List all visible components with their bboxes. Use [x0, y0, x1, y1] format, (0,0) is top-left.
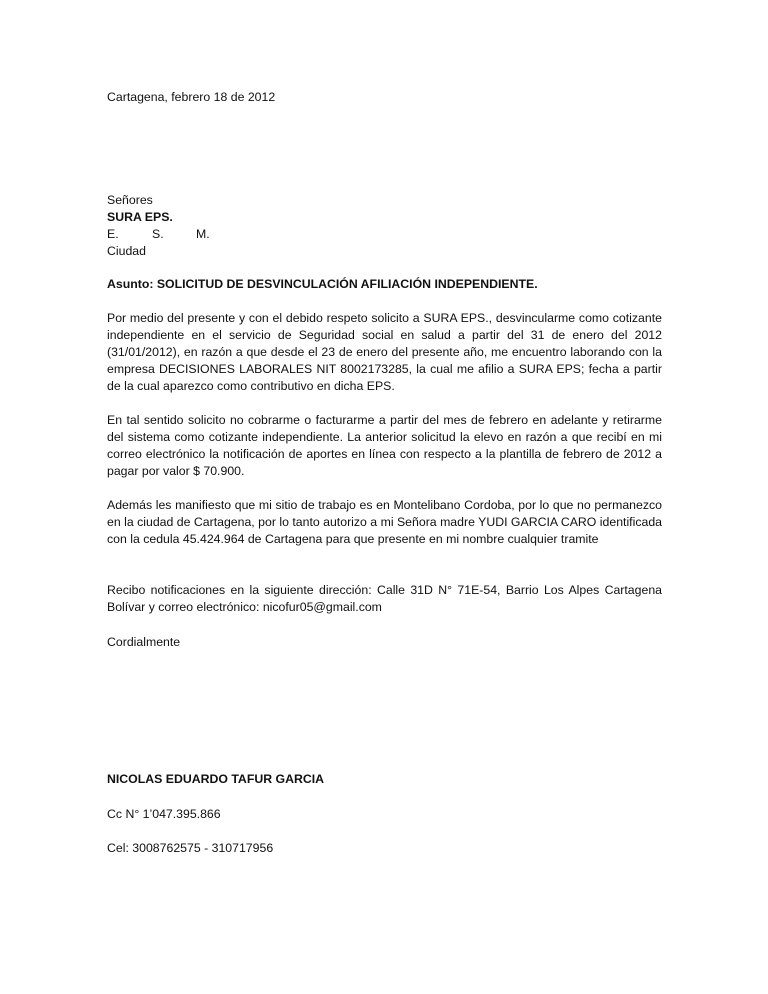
paragraph-3: Además les manifiesto que mi sitio de trabajo es en Montelibano Cordoba, por lo que no permanezco en la ciudad de Cartagena, por lo tanto autorizo a mi Señora madre YUDI GARCIA CARO identificada con la cedula 45.424.964 de Cartagena para que presente en mi nombre cualquier tramite — [107, 498, 662, 546]
recipient-salutation: Señores — [107, 193, 153, 207]
recipient-esm — [107, 226, 662, 243]
closing-text: Cordialmente — [107, 635, 181, 649]
signature-phone-text: Cel: 3008762575 - 310717956 — [107, 841, 274, 855]
esm-m: M. — [196, 227, 210, 241]
esm-s: S. — [152, 227, 164, 241]
signature-name — [107, 771, 662, 788]
subject-line — [107, 276, 662, 293]
paragraph-4: Recibo notificaciones en la siguiente dirección: Calle 31D N° 71E-54, Barrio Los Alpes Cartagena Bolívar y correo electrónico: nicofur05@gmail.com — [107, 583, 662, 614]
date-text: Cartagena, febrero 18 de 2012 — [107, 90, 276, 104]
recipient-city: Ciudad — [107, 244, 146, 258]
recipient-company: SURA EPS. — [107, 210, 173, 224]
signature-id — [107, 806, 662, 823]
signature-id-text: Cc N° 1’047.395.866 — [107, 807, 221, 821]
signature-phone — [107, 840, 662, 857]
closing-line — [107, 634, 662, 651]
recipient-block — [107, 192, 662, 260]
subject-text: Asunto: SOLICITUD DE DESVINCULACIÓN AFILIACIÓN INDEPENDIENTE. — [107, 277, 538, 291]
paragraph-2: En tal sentido solicito no cobrarme o facturarme a partir del mes de febrero en adelante y retirarme del sistema como cotizante independiente. La anterior solicitud la elevo en razón a que recibí en mi correo electrónico la notificación de aportes en línea con respecto a la plantilla de febrero de 2012 a pagar por valor $ 70.900. — [107, 413, 662, 478]
date-line — [107, 89, 662, 106]
paragraph-1: Por medio del presente y con el debido respeto solicito a SURA EPS., desvincularme como cotizante independiente en el servicio de Seguridad social en salud a partir del 31 de enero del 2012 (31/01/2012), en razón a que desde el 23 de enero del presente año, me encuentro laborando con la empresa DECISIONES LABORALES NIT 8002173285, la cual me afilio a SURA EPS; fecha a partir de la cual aparezco como contributivo en dicha EPS. — [107, 311, 662, 393]
signature-name-text: NICOLAS EDUARDO TAFUR GARCIA — [107, 772, 325, 786]
esm-e: E. — [107, 227, 119, 241]
